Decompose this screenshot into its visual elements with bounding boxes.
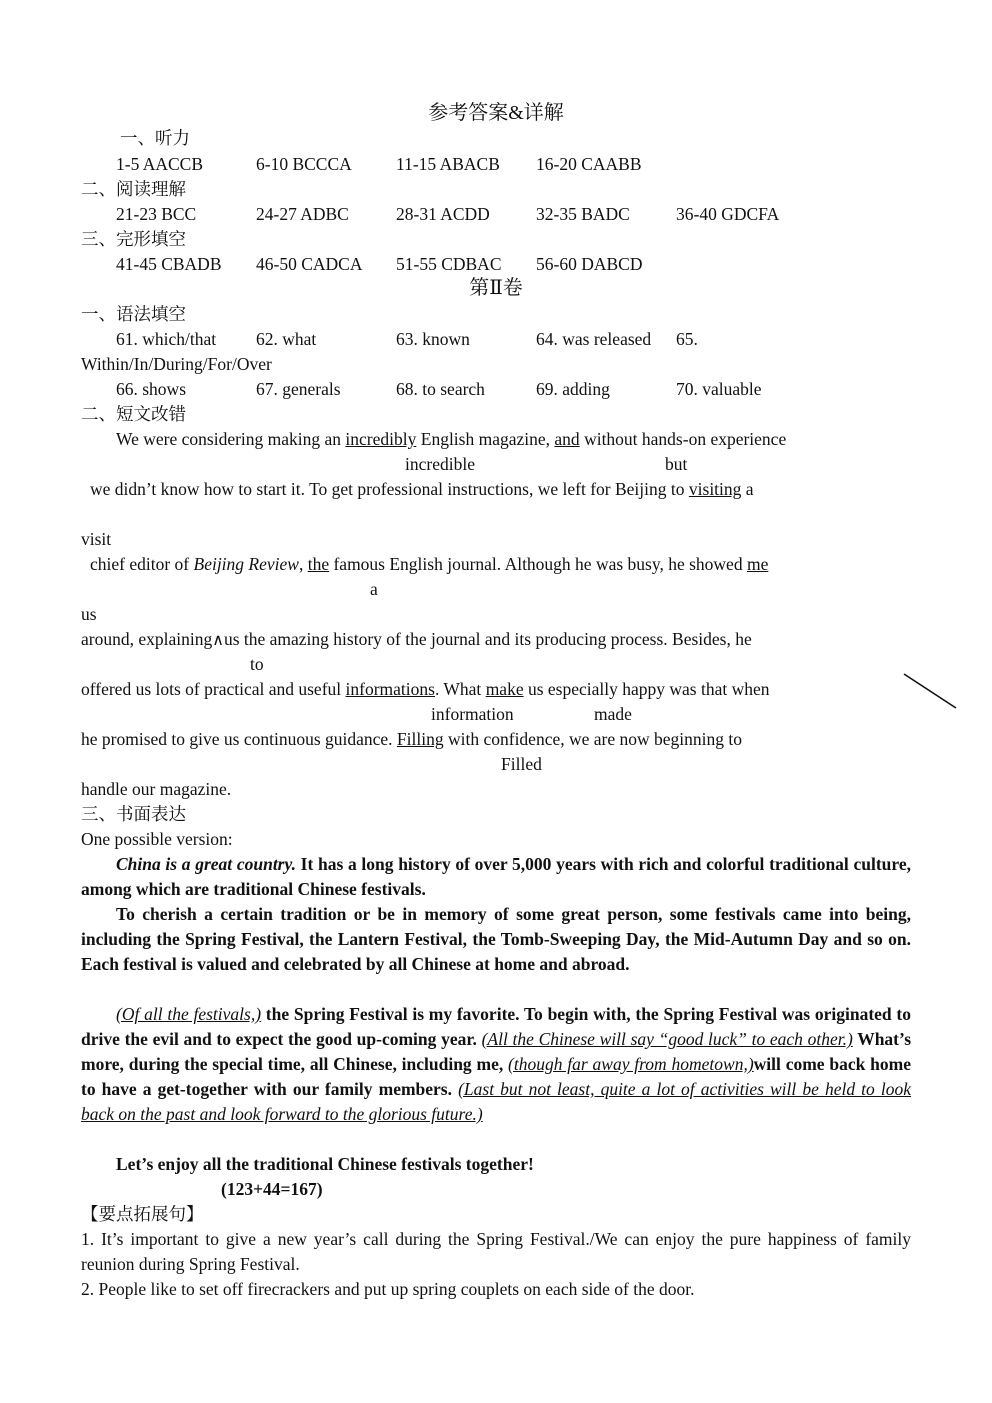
grammar-answer-70: 70. valuable: [676, 379, 762, 399]
answer-6-10: 6-10 BCCCA: [256, 154, 352, 174]
correction-line-5: offered us lots of practical and useful informations. What make us especially happy was that when: [81, 679, 770, 699]
essay-paragraph-3: (Of all the festivals,) the Spring Festival is my favorite. To begin with, the Spring Festival was originated to drive the evil and to expect the good up-coming year. (All the Chinese will say “good luck” to each other.) What’s more, during the special time, all Chinese, including me, (though far away from hometown,)will come back home to have a get-together with our family members. (Last but not least, quite a lot of activities will be held to look back on the past and look forward to the glorious future.): [81, 1004, 912, 1124]
error-word: visiting: [688, 479, 742, 499]
extension-item-2: 2. People like to set off firecrackers and put up spring couplets on each side of the door.: [81, 1279, 695, 1299]
answer-46-50: 46-50 CADCA: [256, 254, 363, 274]
answer-56-60: 56-60 DABCD: [536, 254, 643, 274]
writing-heading: 三、书面表达: [81, 804, 186, 824]
error-word: informations: [345, 679, 435, 699]
grammar-answer-61: 61. which/that: [116, 329, 217, 349]
answer-36-40: 36-40 GDCFA: [676, 204, 780, 224]
grammar-answer-62: 62. what: [256, 329, 317, 349]
correction-line-1: We were considering making an incredibly English magazine, and without hands-on experience: [116, 429, 787, 449]
correction-line-2: we didn’t know how to start it. To get professional instructions, we left for Beijing to visiting a: [90, 479, 754, 499]
grammar-heading: 一、语法填空: [81, 304, 186, 324]
correction-line-4: around, explaining∧us the amazing history of the journal and its producing process. Besides, he: [81, 629, 752, 649]
answer-51-55: 51-55 CDBAC: [396, 254, 502, 274]
correction-line-7: handle our magazine.: [81, 779, 232, 799]
extension-item-1: 1. It’s important to give a new year’s call during the Spring Festival./We can enjoy the pure happiness of family reunion during Spring Festival.: [81, 1229, 911, 1274]
grammar-answer-66: 66. shows: [116, 379, 187, 399]
answer-41-45: 41-45 CBADB: [116, 254, 222, 274]
error-word: me: [746, 554, 769, 574]
answer-28-31: 28-31 ACDD: [396, 204, 490, 224]
error-word: Filling: [396, 729, 444, 749]
essay-paragraph-1: China is a great country. It has a long history of over 5,000 years with rich and colorful traditional culture, among which are traditional Chinese festivals.: [81, 854, 911, 899]
insert-caret: ∧: [212, 630, 224, 649]
answer-24-27: 24-27 ADBC: [256, 204, 349, 224]
answer-21-23: 21-23 BCC: [116, 204, 197, 224]
error-word: the: [307, 554, 330, 574]
correction-answer: a: [370, 579, 378, 599]
answer-16-20: 16-20 CAABB: [536, 154, 642, 174]
answer-1-5: 1-5 AACCB: [116, 154, 204, 174]
correction-answer: Filled: [501, 754, 542, 774]
correction-line-6: he promised to give us continuous guidance. Filling with confidence, we are now beginning to: [81, 729, 742, 749]
cloze-heading: 三、完形填空: [81, 229, 186, 249]
word-count: (123+44=167): [221, 1179, 323, 1199]
essay-paragraph-4: Let’s enjoy all the traditional Chinese festivals together!: [116, 1154, 534, 1174]
grammar-answer-63: 63. known: [396, 329, 470, 349]
grammar-answer-67: 67. generals: [256, 379, 341, 399]
essay-paragraph-2: To cherish a certain tradition or be in memory of some great person, some festivals came into being, including the Spring Festival, the Lantern Festival, the Tomb-Sweeping Day, the Mid-Autumn Day and so on. Each festival is valued and celebrated by all Chinese at home and abroad.: [81, 904, 911, 974]
document-title: 参考答案&详解: [428, 102, 564, 124]
extension-heading: 【要点拓展句】: [81, 1204, 204, 1224]
correction-answer: incredible: [405, 454, 475, 474]
correction-answer: visit: [81, 529, 112, 549]
correction-answer: but: [665, 454, 688, 474]
grammar-answer-65-cont: Within/In/During/For/Over: [81, 354, 272, 374]
listening-heading: 一、听力: [120, 128, 190, 148]
answer-32-35: 32-35 BADC: [536, 204, 630, 224]
correction-answer: made: [594, 704, 632, 724]
part2-title: 第Ⅱ卷: [469, 277, 523, 299]
reading-heading: 二、阅读理解: [81, 179, 186, 199]
correction-answer: to: [250, 654, 264, 674]
grammar-answer-65: 65.: [676, 329, 698, 349]
correction-answer: us: [81, 604, 97, 624]
correction-answer: information: [431, 704, 514, 724]
grammar-answer-69: 69. adding: [536, 379, 610, 399]
correction-line-3: chief editor of Beijing Review, the famous English journal. Although he was busy, he showed me: [90, 554, 769, 574]
answer-11-15: 11-15 ABACB: [396, 154, 500, 174]
error-word: incredibly: [345, 429, 417, 449]
correction-heading: 二、短文改错: [81, 404, 186, 424]
error-word: and: [554, 429, 580, 449]
possible-version-label: One possible version:: [81, 829, 233, 849]
grammar-answer-68: 68. to search: [396, 379, 485, 399]
grammar-answer-64: 64. was released: [536, 329, 652, 349]
error-word: make: [485, 679, 524, 699]
delete-mark-icon: [900, 670, 960, 712]
